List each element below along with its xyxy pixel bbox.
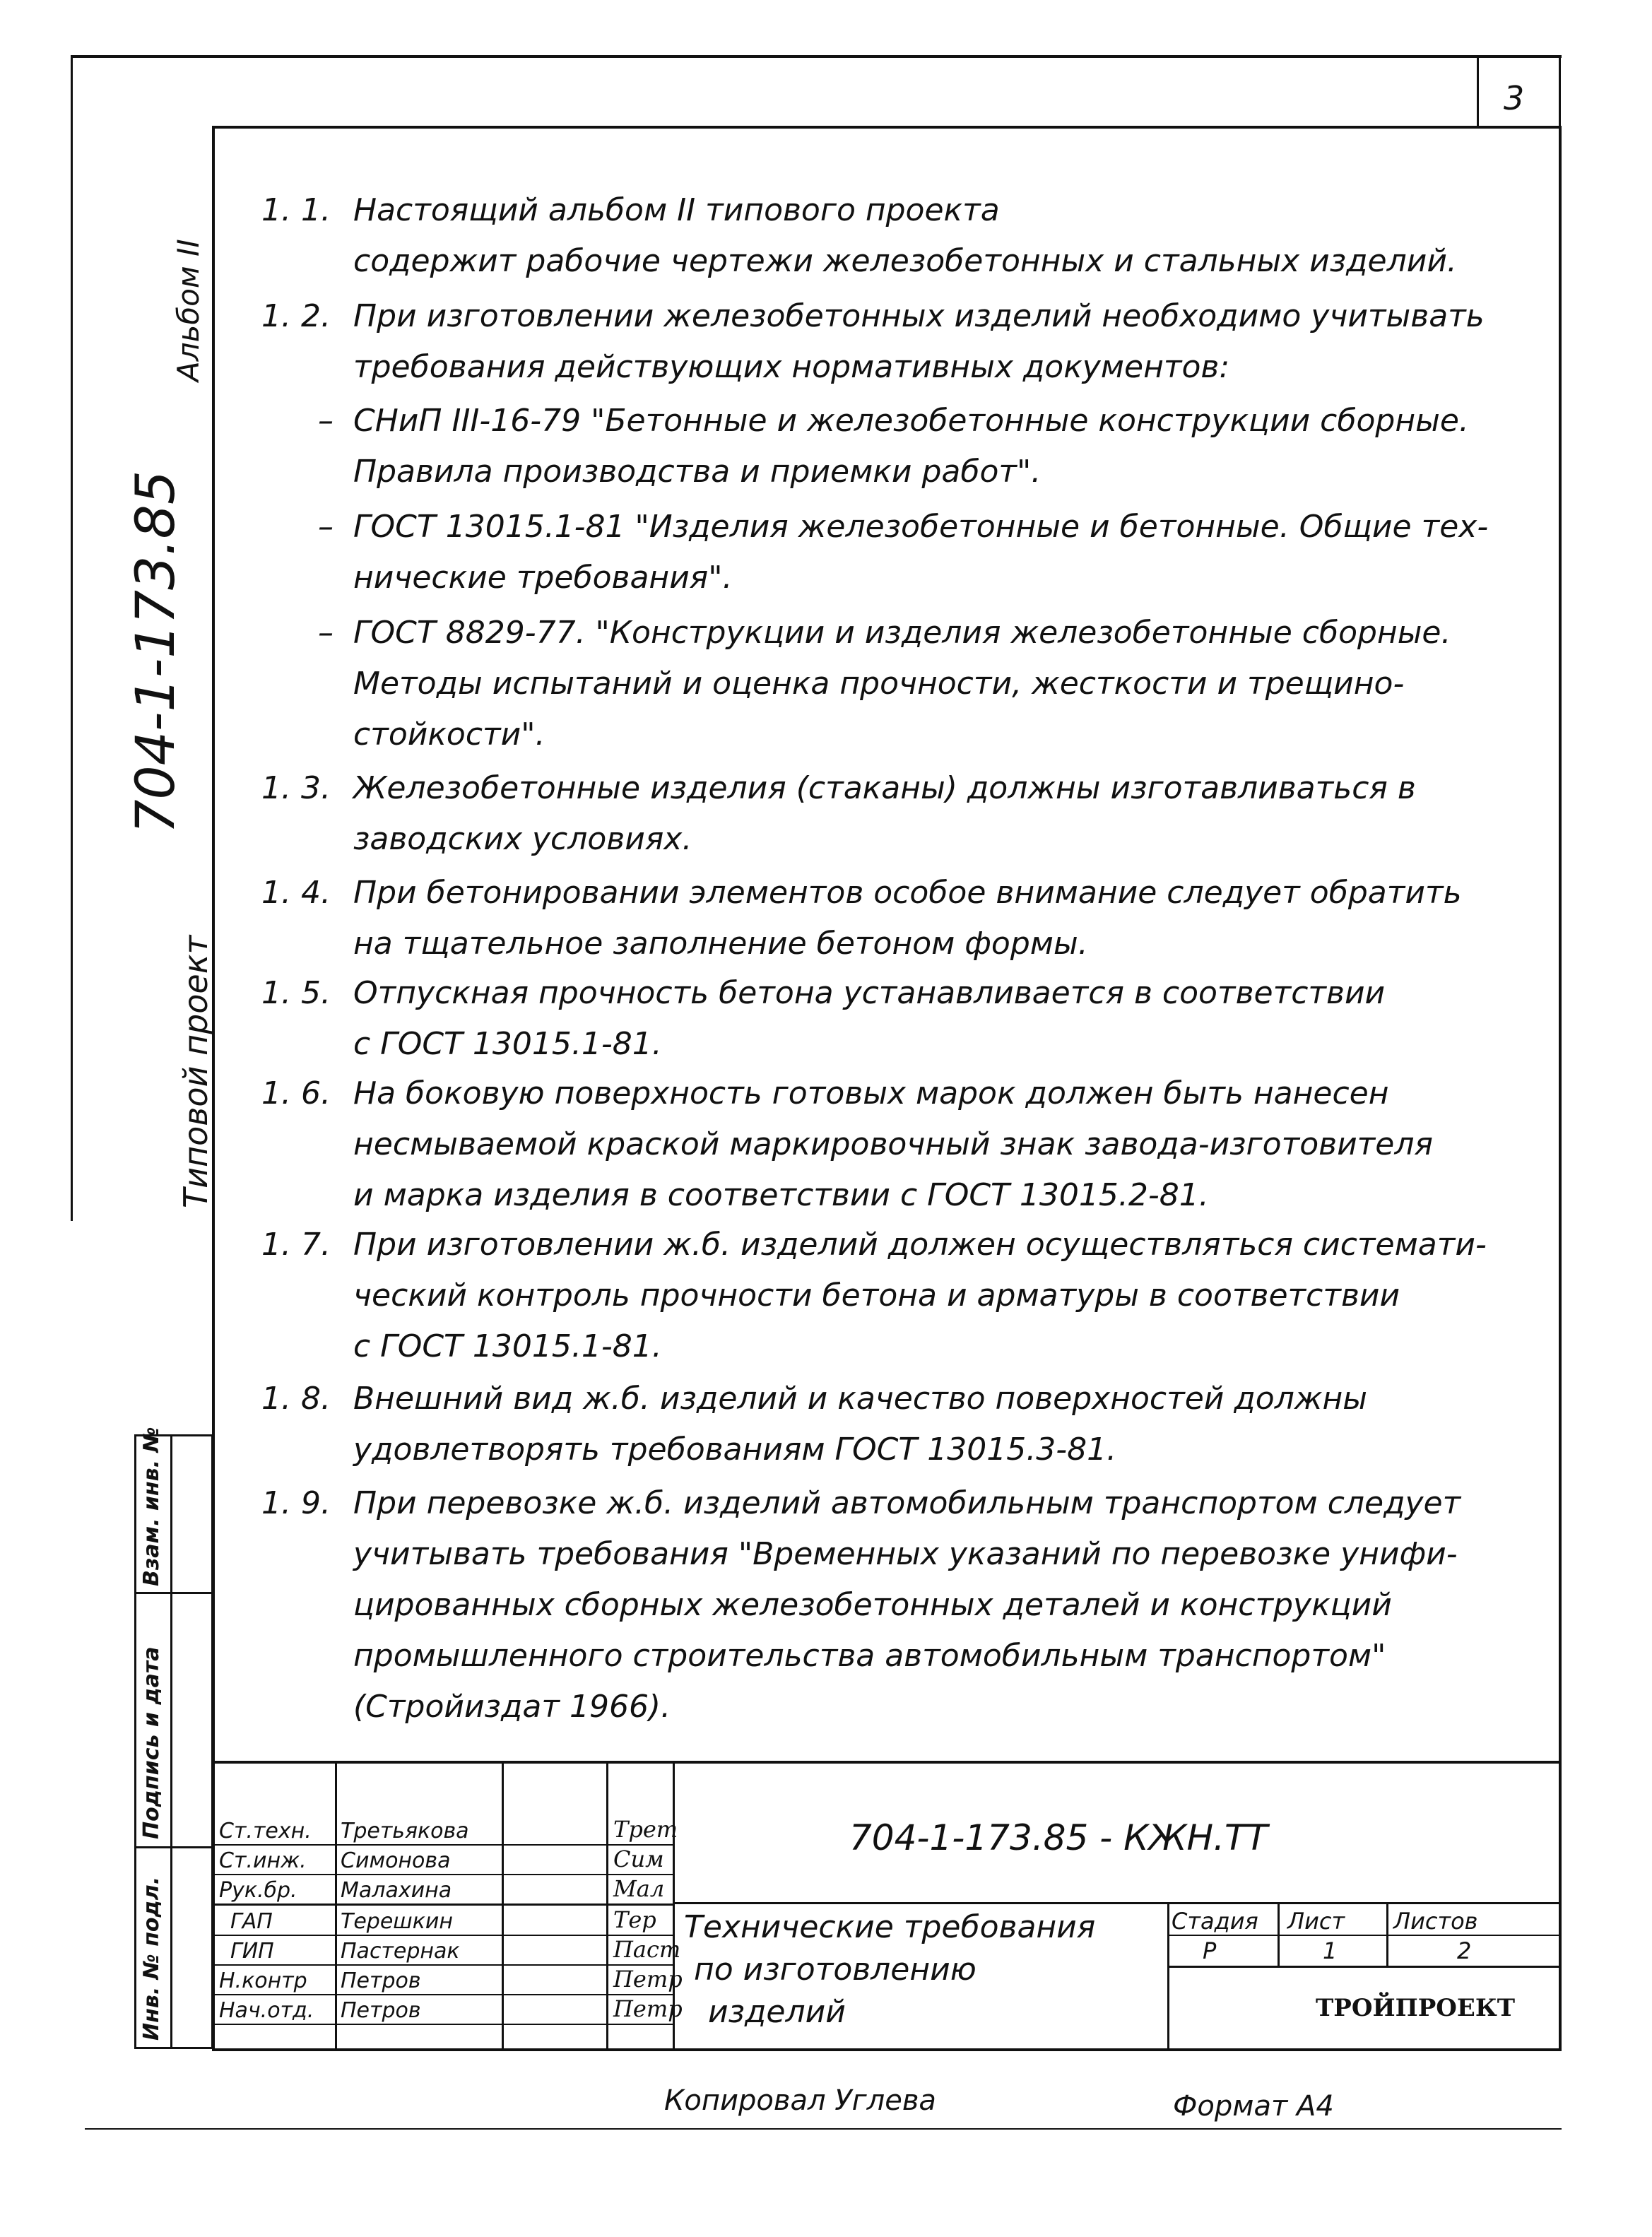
frame-top-outer xyxy=(71,55,1562,58)
tb-v-sheet xyxy=(1278,1902,1280,1967)
tb-role: ГАП xyxy=(230,1909,273,1934)
tb-v-sheets xyxy=(1386,1902,1388,1967)
item-line: Внешний вид ж.б. изделий и качество поверхностей должны xyxy=(353,1381,1367,1417)
item-line: учитывать требования "Временных указаний по перевозке унифи- xyxy=(353,1536,1458,1572)
tb-signature: Паст xyxy=(613,1936,681,1963)
tb-signature: Сим xyxy=(613,1846,664,1872)
tb-name: Петров xyxy=(341,1998,421,2023)
tb-h-row xyxy=(213,1874,673,1875)
tb-role: Нач.отд. xyxy=(219,1998,314,2023)
tb-v-sig xyxy=(606,1761,608,2050)
project-code-vertical: 704-1-173.85 xyxy=(124,470,187,834)
item-line: удовлетворять требованиям ГОСТ 13015.3-81. xyxy=(353,1432,1117,1468)
tb-name: Терешкин xyxy=(341,1909,453,1934)
sheets-header: Листов xyxy=(1393,1908,1478,1935)
subitem-line: стойкости". xyxy=(353,716,545,752)
stamp-inv-podl: Инв. № подл. xyxy=(139,1876,164,2041)
sheet-format: Формат А4 xyxy=(1173,2090,1334,2123)
item-text xyxy=(353,1374,1526,1475)
item-line: (Стройиздат 1966). xyxy=(353,1689,671,1725)
tb-name: Симонова xyxy=(341,1848,451,1873)
tb-h-row xyxy=(213,1844,673,1846)
item-number: 1. 5. xyxy=(261,975,331,1011)
item-text xyxy=(353,1478,1526,1733)
outer-left-margin-line xyxy=(71,55,73,1221)
tb-signature: Петр xyxy=(613,1966,683,1993)
sheet-header: Лист xyxy=(1287,1908,1345,1935)
tb-h-stage-head xyxy=(1167,1935,1560,1936)
sheet-value: 1 xyxy=(1323,1937,1338,1964)
tb-name: Петров xyxy=(341,1969,421,1993)
subitem-line: СНиП III-16-79 "Бетонные и железобетонные конструкции сборные. xyxy=(353,403,1469,439)
stage-value: Р xyxy=(1203,1937,1217,1964)
doc-title-line: Технические требования xyxy=(684,1909,1096,1945)
project-type-vertical: Типовой проект xyxy=(177,935,215,1208)
subitem-dash: – xyxy=(318,403,334,439)
margin-stamp-row-2 xyxy=(136,1846,211,1848)
item-line: и марка изделия в соответствии с ГОСТ 13015.2-81. xyxy=(353,1177,1209,1213)
item-text xyxy=(353,763,1526,865)
tb-h-row xyxy=(213,1903,673,1906)
item-line: При изготовлении ж.б. изделий должен осуществляться системати- xyxy=(353,1227,1487,1263)
doc-title-line: по изготовлению xyxy=(694,1952,977,1988)
subitem-dash: – xyxy=(318,615,334,651)
stamp-vzam-inv: Взам. инв. № xyxy=(139,1427,164,1586)
tb-role: Рук.бр. xyxy=(219,1878,297,1903)
subitem-line: Методы испытаний и оценка прочности, жесткости и трещино- xyxy=(353,666,1405,702)
tb-h-row xyxy=(213,1994,673,1995)
item-text xyxy=(353,1068,1526,1221)
tb-h-row xyxy=(213,1935,673,1936)
item-line: Настоящий альбом II типового проекта xyxy=(353,192,1000,228)
stamp-podpis-data: Подпись и дата xyxy=(139,1646,164,1839)
tb-v-role xyxy=(335,1761,337,2050)
tb-signature: Мал xyxy=(613,1875,665,1902)
item-line: с ГОСТ 13015.1-81. xyxy=(353,1026,662,1062)
title-block xyxy=(213,1761,1560,2050)
margin-stamp xyxy=(134,1427,213,2049)
sheets-value: 2 xyxy=(1457,1937,1472,1964)
tb-role: ГИП xyxy=(230,1939,274,1964)
item-line: При перевозке ж.б. изделий автомобильным транспортом следует xyxy=(353,1485,1461,1521)
tb-signature: Петр xyxy=(613,1995,683,2022)
frame-top-inner xyxy=(212,126,1562,129)
item-line: Железобетонные изделия (стаканы) должны изготавливаться в xyxy=(353,770,1416,806)
item-number: 1. 6. xyxy=(261,1075,331,1111)
item-number: 1. 9. xyxy=(261,1485,331,1521)
margin-stamp-row-1 xyxy=(136,1592,211,1594)
copied-by: Копировал Углева xyxy=(664,2084,936,2117)
tb-name: Малахина xyxy=(341,1878,452,1903)
album-label: Альбом II xyxy=(171,239,206,382)
tb-signature: Тер xyxy=(613,1906,656,1933)
item-text xyxy=(353,185,1526,287)
item-line: на тщательное заполнение бетоном формы. xyxy=(353,926,1088,962)
tb-v-title-stage xyxy=(1167,1902,1169,2050)
subitem-line: нические требования". xyxy=(353,560,733,596)
doc-title-line: изделий xyxy=(708,1994,846,2030)
item-line: несмываемой краской маркировочный знак завода-изготовителя xyxy=(353,1126,1433,1162)
item-number: 1. 2. xyxy=(261,298,331,334)
item-line: с ГОСТ 13015.1-81. xyxy=(353,1328,662,1364)
tb-role: Ст.инж. xyxy=(219,1848,307,1873)
item-text xyxy=(353,868,1526,969)
item-line: При бетонировании элементов особое внимание следует обратить xyxy=(353,875,1462,911)
doc-code: 704-1-173.85 - КЖН.ТТ xyxy=(849,1817,1268,1858)
subitem-text xyxy=(353,396,1512,497)
tb-h-code xyxy=(673,1902,1560,1904)
subitem-text xyxy=(353,502,1512,603)
item-line: заводских условиях. xyxy=(353,821,692,857)
org-name: ТРОЙПРОЕКТ xyxy=(1316,1994,1516,2022)
item-line: содержит рабочие чертежи железобетонных и стальных изделий. xyxy=(353,243,1457,279)
tb-h-row xyxy=(213,2024,673,2025)
page-num-box-left xyxy=(1477,55,1479,126)
tb-h-row xyxy=(213,1964,673,1966)
item-text xyxy=(353,291,1526,393)
item-line: ческий контроль прочности бетона и арматуры в соответствии xyxy=(353,1277,1400,1314)
tb-role: Н.контр xyxy=(219,1969,307,1993)
subitem-line: Правила производства и приемки работ". xyxy=(353,454,1042,490)
stage-header: Стадия xyxy=(1172,1908,1258,1935)
item-line: промышленного строительства автомобильным транспортом" xyxy=(353,1638,1386,1674)
item-text xyxy=(353,968,1526,1070)
item-number: 1. 1. xyxy=(261,192,331,228)
item-line: Отпускная прочность бетона устанавливается в соответствии xyxy=(353,975,1386,1011)
item-number: 1. 3. xyxy=(261,770,331,806)
item-number: 1. 7. xyxy=(261,1227,331,1263)
subitem-line: ГОСТ 13015.1-81 "Изделия железобетонные и бетонные. Общие тех- xyxy=(353,509,1489,545)
tb-signature: Трет xyxy=(613,1816,678,1843)
subitem-text xyxy=(353,608,1512,760)
margin-stamp-col-divider xyxy=(170,1436,172,2047)
item-number: 1. 8. xyxy=(261,1381,331,1417)
subitem-dash: – xyxy=(318,509,334,545)
subitem-line: ГОСТ 8829-77. "Конструкции и изделия железобетонные сборные. xyxy=(353,615,1451,651)
tb-role: Ст.техн. xyxy=(219,1819,312,1843)
item-line: требования действующих нормативных документов: xyxy=(353,349,1230,385)
tb-name: Третьякова xyxy=(341,1819,469,1843)
item-line: цированных сборных железобетонных деталей и конструкций xyxy=(353,1587,1392,1623)
item-text xyxy=(353,1220,1526,1372)
tb-v-name xyxy=(502,1761,504,2050)
tb-top-line xyxy=(213,1761,1560,1764)
footer-rule xyxy=(85,2128,1562,2130)
item-line: При изготовлении железобетонных изделий необходимо учитывать xyxy=(353,298,1485,334)
page-num-box-right xyxy=(1559,55,1561,126)
item-number: 1. 4. xyxy=(261,875,331,911)
item-line: На боковую поверхность готовых марок должен быть нанесен xyxy=(353,1075,1389,1111)
tb-h-stage-val xyxy=(1167,1966,1560,1968)
tb-name: Пастернак xyxy=(341,1939,460,1964)
page-number: 3 xyxy=(1504,79,1525,117)
